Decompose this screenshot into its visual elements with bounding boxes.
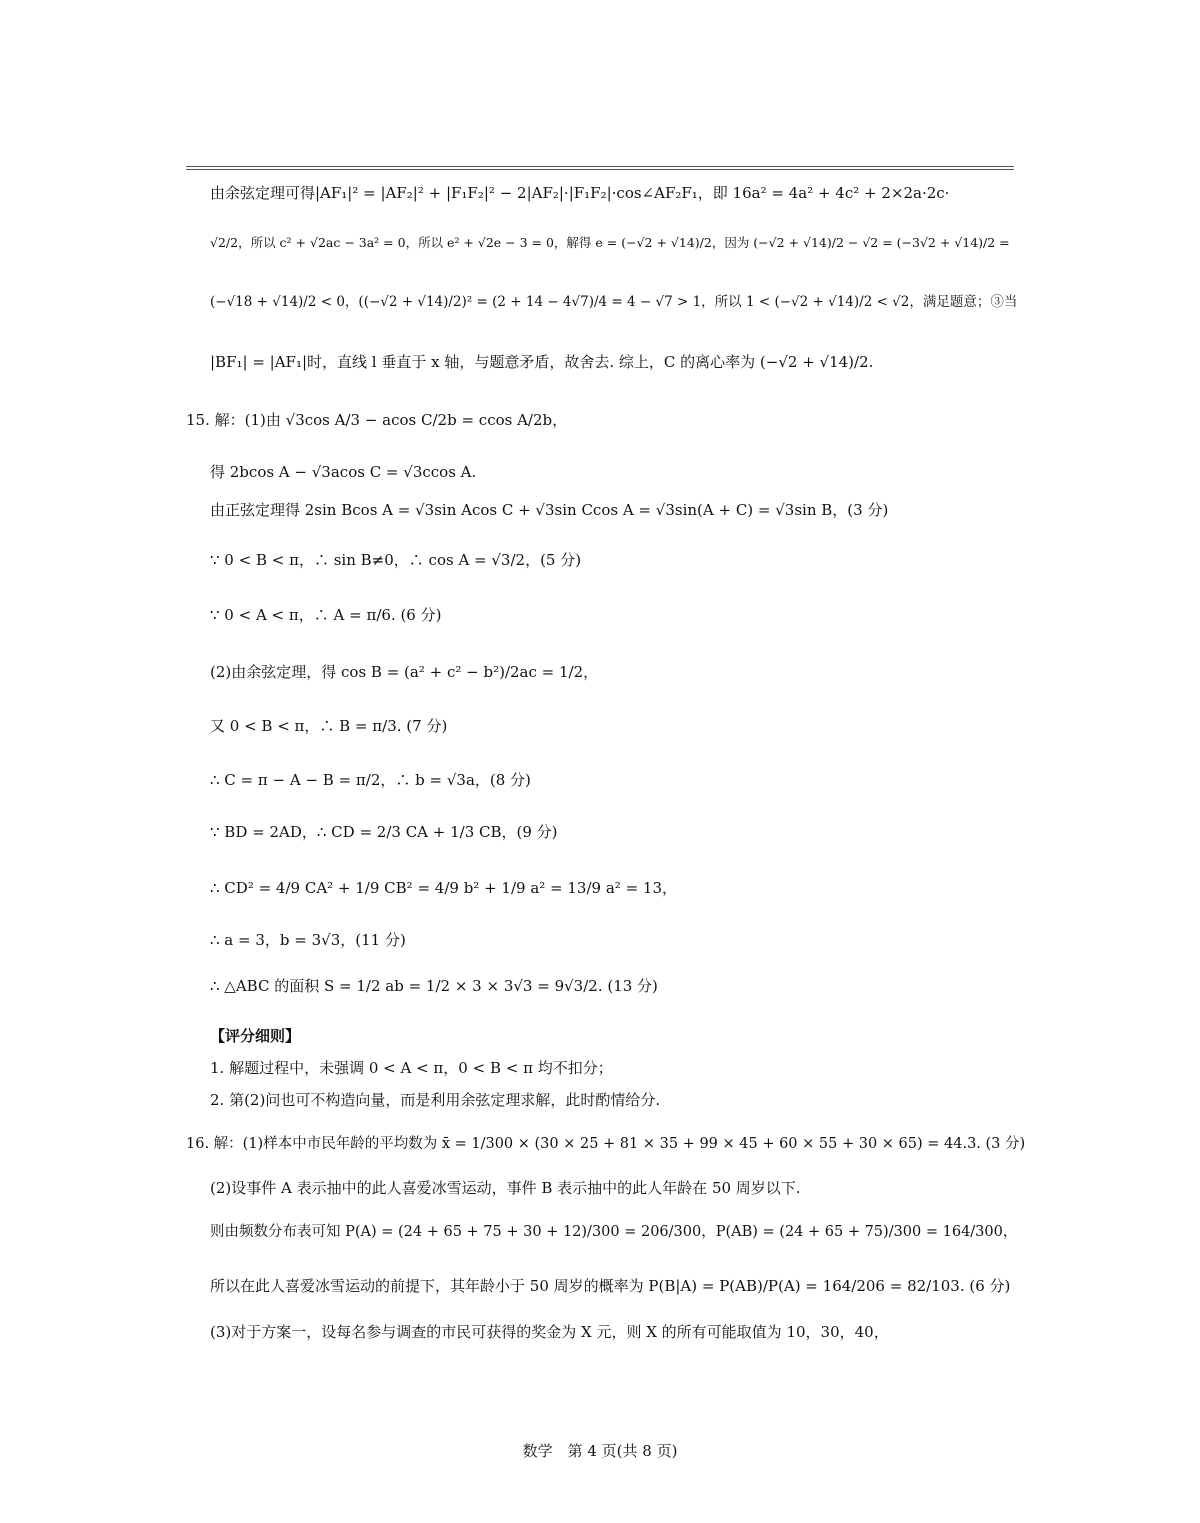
q16-line: (3)对于方案一，设每名参与调查的市民可获得的奖金为 X 元，则 X 的所有可能取值为 10，30，40， bbox=[210, 1323, 889, 1341]
q15-line: (2)由余弦定理，得 cos B = (a² + c² − b²)/2ac = 1/2， bbox=[210, 663, 599, 681]
q15-line: 由正弦定理得 2sin Bcos A = √3sin Acos C + √3sin Ccos A = √3sin(A + C) = √3sin B，(3 分) bbox=[210, 501, 889, 519]
q16-line: 则由频数分布表可知 P(A) = (24 + 65 + 75 + 30 + 12)/300 = 206/300，P(AB) = (24 + 65 + 75)/300 = 164/300， bbox=[210, 1224, 1018, 1240]
eccentricity-equation-line: √2/2，所以 c² + √2ac − 3a² = 0，所以 e² + √2e − 3 = 0，解得 e = (−√2 + √14)/2，因为 (−√2 + √14)/2 − √2 = (−3√2 + √14)/2 = bbox=[210, 235, 1010, 250]
page-footer: 数学 第 4 页(共 8 页) bbox=[522, 1442, 678, 1460]
header-rule-top bbox=[186, 166, 1014, 167]
marking-rule-item: 2. 第(2)问也可不构造向量，而是利用余弦定理求解，此时酌情给分. bbox=[210, 1091, 661, 1109]
q15-line: ∴ C = π − A − B = π/2，∴ b = √3a，(8 分) bbox=[210, 771, 531, 789]
header-rule-bottom bbox=[186, 169, 1014, 170]
q15-line: ∴ CD² = 4/9 CA² + 1/9 CB² = 4/9 b² + 1/9 a² = 13/9 a² = 13， bbox=[210, 879, 677, 897]
q15-line: ∵ 0 < B < π，∴ sin B≠0，∴ cos A = √3/2，(5 分) bbox=[210, 551, 582, 569]
eccentricity-check-line: (−√18 + √14)/2 < 0，((−√2 + √14)/2)² = (2 + 14 − 4√7)/4 = 4 − √7 > 1，所以 1 < (−√2 + √14)/2 < √2，满足题意；③当 bbox=[210, 294, 1018, 310]
q15-line: 又 0 < B < π，∴ B = π/3. (7 分) bbox=[210, 717, 448, 735]
q16-start-line: 16. 解：(1)样本中市民年龄的平均数为 x̄ = 1/300 × (30 × 25 + 81 × 35 + 99 × 45 + 60 × 55 + 30 × 65) = 44.3. (3 分) bbox=[186, 1136, 1026, 1152]
marking-rules-title: 【评分细则】 bbox=[210, 1027, 301, 1045]
q15-line: ∴ a = 3，b = 3√3，(11 分) bbox=[210, 931, 406, 949]
q16-line: (2)设事件 A 表示抽中的此人喜爱冰雪运动，事件 B 表示抽中的此人年龄在 50 周岁以下. bbox=[210, 1179, 801, 1197]
q15-line: ∴ △ABC 的面积 S = 1/2 ab = 1/2 × 3 × 3√3 = 9√3/2. (13 分) bbox=[210, 977, 658, 995]
q15-start-line: 15. 解：(1)由 √3cos A/3 − acos C/2b = ccos A/2b， bbox=[186, 411, 568, 429]
q15-line: ∵ 0 < A < π，∴ A = π/6. (6 分) bbox=[210, 606, 442, 624]
q15-line: ∵ BD = 2AD，∴ CD = 2/3 CA + 1/3 CB，(9 分) bbox=[210, 823, 558, 841]
q16-line: 所以在此人喜爱冰雪运动的前提下，其年龄小于 50 周岁的概率为 P(B|A) = P(AB)/P(A) = 164/206 = 82/103. (6 分) bbox=[210, 1277, 1011, 1295]
cosine-law-line: 由余弦定理可得|AF₁|² = |AF₂|² + |F₁F₂|² − 2|AF₂|·|F₁F₂|·cos∠AF₂F₁，即 16a² = 4a² + 4c² + 2×2a·2c· bbox=[210, 184, 950, 202]
q15-line: 得 2bcos A − √3acos C = √3ccos A. bbox=[210, 463, 477, 481]
eccentricity-conclusion-line: |BF₁| = |AF₁|时，直线 l 垂直于 x 轴，与题意矛盾，故舍去. 综上，C 的离心率为 (−√2 + √14)/2. bbox=[210, 353, 874, 371]
marking-rule-item: 1. 解题过程中，未强调 0 < A < π，0 < B < π 均不扣分； bbox=[210, 1059, 613, 1077]
